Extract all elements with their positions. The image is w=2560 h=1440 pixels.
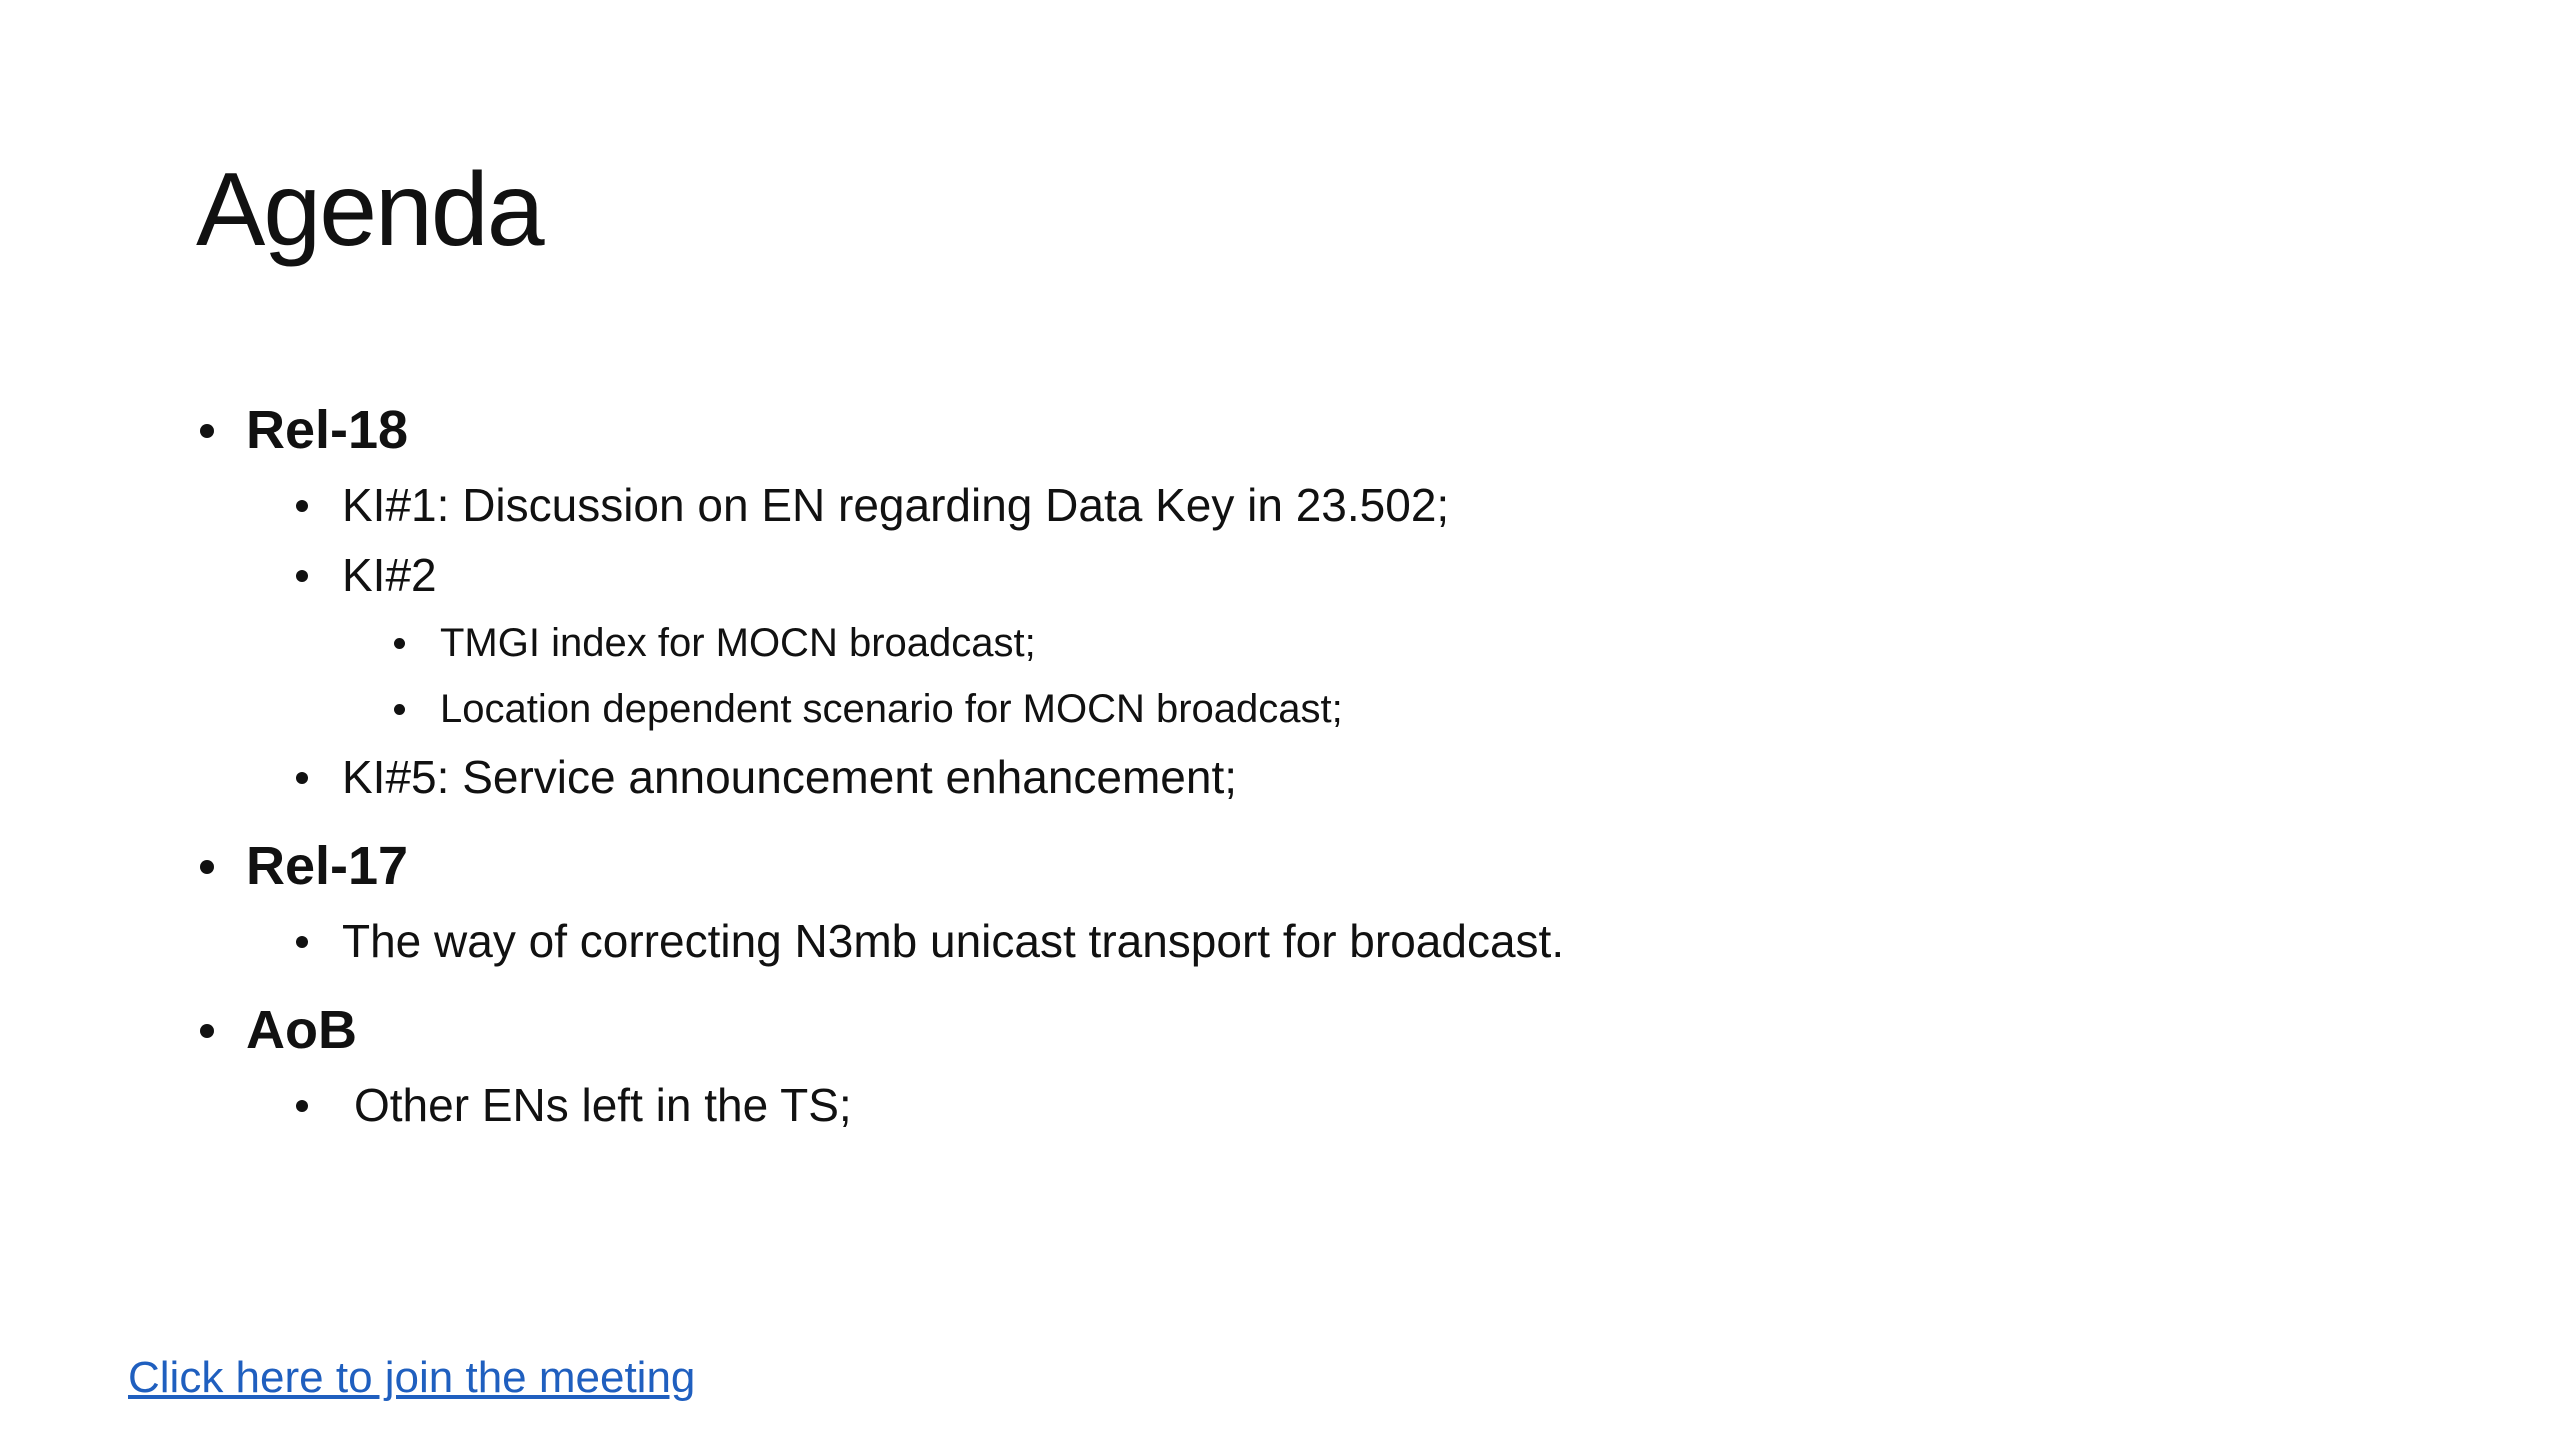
slide-title: Agenda (196, 152, 543, 268)
list-item-text: KI#5: Service announcement enhancement; (342, 751, 1238, 803)
sub-list-item (196, 610, 1564, 676)
list-item (196, 1070, 1564, 1140)
section-heading-aob (196, 990, 1564, 1070)
bullet-icon (296, 500, 308, 512)
bullet-icon (200, 424, 214, 438)
section-heading-rel-17 (196, 826, 1564, 906)
list-item (196, 470, 1564, 540)
section-heading-label: Rel-18 (246, 400, 409, 460)
sub-list-item (196, 676, 1564, 742)
list-item (196, 540, 1564, 610)
join-meeting-link[interactable]: Click here to join the meeting (128, 1353, 696, 1402)
bullet-icon (394, 638, 405, 649)
bullet-icon (200, 1024, 214, 1038)
bullet-icon (296, 936, 308, 948)
bullet-icon (296, 570, 308, 582)
bullet-icon (200, 860, 214, 874)
agenda-list (196, 390, 1564, 1140)
list-item-text: KI#1: Discussion on EN regarding Data Key in 23.502; (342, 479, 1450, 531)
list-item-text: KI#2 (342, 549, 437, 601)
bullet-icon (394, 704, 405, 715)
list-item-text: Location dependent scenario for MOCN broadcast; (440, 687, 1343, 731)
list-item (196, 906, 1564, 976)
section-heading-rel-18 (196, 390, 1564, 470)
bullet-icon (296, 772, 308, 784)
section-heading-label: AoB (246, 1000, 357, 1060)
list-item-text: TMGI index for MOCN broadcast; (440, 621, 1036, 665)
list-item-text: Other ENs left in the TS; (354, 1079, 852, 1131)
list-item (196, 742, 1564, 812)
list-item-text: The way of correcting N3mb unicast transport for broadcast. (342, 915, 1565, 967)
bullet-icon (296, 1100, 308, 1112)
section-heading-label: Rel-17 (246, 836, 409, 896)
